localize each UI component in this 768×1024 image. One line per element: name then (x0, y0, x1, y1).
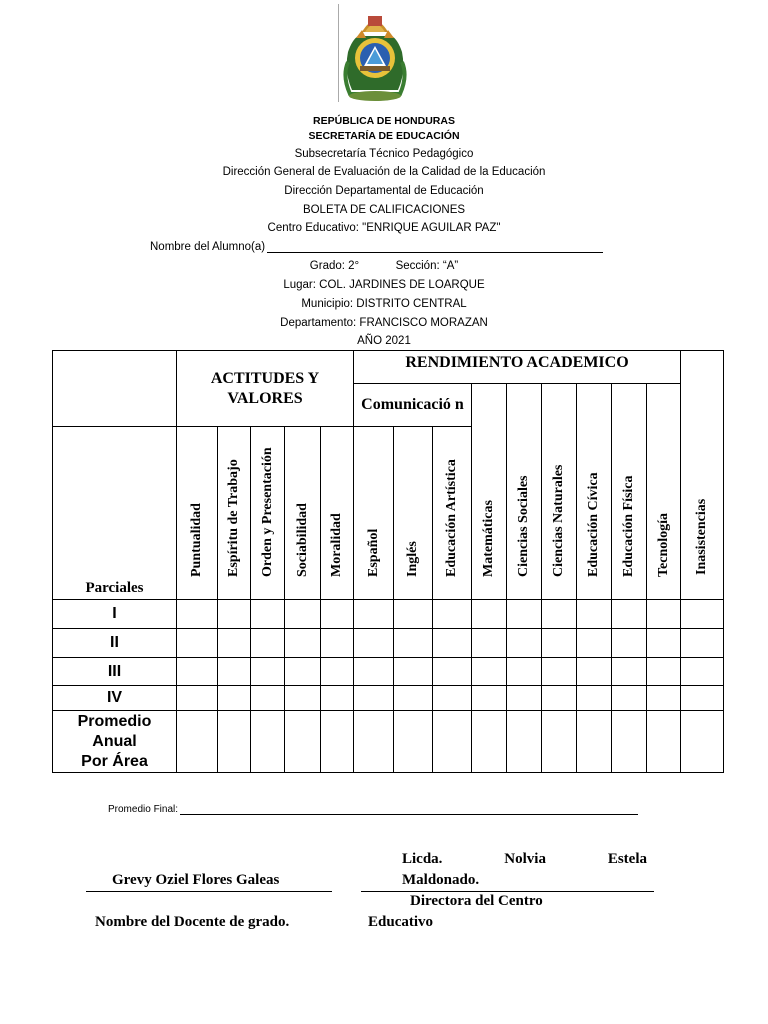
student-name-label: Nombre del Alumno(a) (150, 241, 266, 253)
table-row-average (53, 711, 724, 773)
header-subsecretariat: Subsecretaría Técnico Pedagógico (294, 148, 474, 160)
place-label: Lugar: COL. JARDINES DE LOARQUE (283, 279, 485, 291)
header-republic: REPÚBLICA DE HONDURAS (313, 115, 455, 127)
grade-cell[interactable] (394, 658, 433, 686)
average-row-label (53, 711, 177, 773)
municipality-label: Municipio: DISTRITO CENTRAL (301, 298, 467, 310)
grade-cell[interactable] (612, 629, 647, 658)
table-row (53, 686, 724, 711)
director-role-line2: Educativo (368, 914, 434, 930)
col-subject (647, 384, 681, 600)
col-subject (612, 384, 647, 600)
grade-cell[interactable] (472, 686, 507, 711)
academic-group-header: RENDIMIENTO ACADEMICO (354, 351, 681, 384)
grade-cell[interactable] (472, 711, 507, 773)
director-name-line1 (402, 851, 647, 868)
grade-cell[interactable] (285, 686, 321, 711)
grade-cell[interactable] (285, 629, 321, 658)
grade-cell[interactable] (218, 629, 251, 658)
grade-cell[interactable] (285, 711, 321, 773)
col-subject (472, 384, 507, 600)
grade-cell[interactable] (647, 711, 681, 773)
col-attitude (285, 427, 321, 600)
document-title: BOLETA DE CALIFICACIONES (302, 204, 466, 216)
grade-cell[interactable] (542, 600, 577, 629)
grade-cell[interactable] (612, 658, 647, 686)
grade-cell[interactable] (647, 686, 681, 711)
header-secretariat: SECRETARÍA DE EDUCACIÓN (308, 130, 460, 142)
director-title: Licda. (402, 851, 443, 867)
grade-cell[interactable] (433, 658, 472, 686)
grade-cell[interactable] (394, 629, 433, 658)
corner-cell (53, 351, 177, 427)
teacher-signature-line (86, 891, 332, 892)
grade-cell[interactable] (647, 629, 681, 658)
col-subject (542, 384, 577, 600)
attitudes-group-header (177, 351, 354, 427)
grade-cell[interactable] (647, 658, 681, 686)
grade-cell[interactable] (681, 711, 724, 773)
col-communication-label: Educación Artística (444, 459, 459, 577)
grade-cell[interactable] (433, 629, 472, 658)
col-absences (681, 351, 724, 600)
grade-cell[interactable] (433, 711, 472, 773)
grade-cell[interactable] (433, 686, 472, 711)
grade-cell[interactable] (394, 711, 433, 773)
grade-cell[interactable] (218, 658, 251, 686)
col-subject-label: Educación Física (621, 475, 636, 577)
col-attitude-label: Moralidad (329, 513, 344, 577)
table-row (53, 658, 724, 686)
col-communication-label: Inglés (405, 541, 420, 577)
grade-cell[interactable] (218, 711, 251, 773)
grade-cell[interactable] (542, 629, 577, 658)
grade-cell[interactable] (577, 600, 612, 629)
average-row-label-line: Promedio (77, 712, 152, 730)
grade-cell[interactable] (542, 711, 577, 773)
teacher-name: Grevy Oziel Flores Galeas (112, 872, 280, 888)
grade-cell[interactable] (177, 711, 218, 773)
director-role-line1: Directora del Centro (410, 893, 543, 909)
table-row (53, 629, 724, 658)
grade-cell[interactable] (681, 686, 724, 711)
final-average-field[interactable] (108, 804, 638, 815)
col-attitude-label: Sociabilidad (294, 503, 310, 577)
col-attitude (218, 427, 251, 600)
grade-cell[interactable] (472, 658, 507, 686)
table-row (53, 600, 724, 629)
header-direction-general: Dirección General de Evaluación de la Calidad de la Educación (222, 166, 546, 178)
grade-cell[interactable] (577, 658, 612, 686)
grade-cell[interactable] (612, 600, 647, 629)
col-communication (433, 427, 472, 600)
grade-cell[interactable] (177, 686, 218, 711)
grade-cell[interactable] (285, 658, 321, 686)
col-attitude (321, 427, 354, 600)
grade-cell[interactable] (647, 600, 681, 629)
grade-cell[interactable] (507, 711, 542, 773)
grade-cell[interactable] (507, 686, 542, 711)
col-attitude (251, 427, 285, 600)
grade-cell[interactable] (354, 629, 394, 658)
grade-cell[interactable] (681, 629, 724, 658)
communication-group-header (354, 384, 472, 427)
director-first-name: Nolvia (504, 851, 546, 867)
header-direction-departmental: Dirección Departamental de Educación (284, 185, 484, 197)
col-subject-label: Tecnología (655, 512, 671, 577)
grade-cell[interactable] (507, 658, 542, 686)
grade-cell[interactable] (612, 711, 647, 773)
grade-cell[interactable] (251, 686, 285, 711)
grade-cell[interactable] (577, 686, 612, 711)
col-subject-label: Ciencias Sociales (516, 475, 531, 577)
student-name-field[interactable] (150, 240, 603, 253)
col-attitude-label: Puntualidad (189, 503, 204, 577)
school-name: Centro Educativo: "ENRIQUE AGUILAR PAZ" (267, 222, 501, 234)
grade-cell[interactable] (321, 629, 354, 658)
grade-section-line (0, 259, 768, 273)
grade-cell[interactable] (472, 600, 507, 629)
col-subject-label: Ciencias Naturales (551, 464, 566, 577)
grade-cell[interactable] (507, 600, 542, 629)
student-name-blank[interactable] (267, 240, 603, 253)
department-label: Departamento: FRANCISCO MORAZAN (280, 317, 488, 329)
grade-cell[interactable] (321, 658, 354, 686)
grade-cell[interactable] (577, 711, 612, 773)
grade-cell[interactable] (681, 600, 724, 629)
final-average-label: Promedio Final: (108, 804, 179, 815)
honduras-coat-of-arms (338, 2, 412, 102)
grade-cell[interactable] (321, 600, 354, 629)
grade-cell[interactable] (321, 711, 354, 773)
col-absences-label: Inasistencias (694, 498, 709, 575)
communication-group-label: Comunicació n (361, 396, 464, 413)
grade-cell[interactable] (321, 686, 354, 711)
grade-cell[interactable] (681, 658, 724, 686)
grade-cell[interactable] (218, 686, 251, 711)
director-middle-name: Estela (607, 851, 647, 867)
final-average-blank[interactable] (180, 804, 638, 815)
grade-cell[interactable] (251, 711, 285, 773)
grade-label: Grado: 2° (309, 260, 360, 272)
row-label: III (53, 658, 177, 686)
grade-cell[interactable] (285, 600, 321, 629)
grade-cell[interactable] (354, 711, 394, 773)
col-communication (354, 427, 394, 600)
grades-table (52, 350, 724, 773)
row-label: IV (53, 686, 177, 711)
grade-cell[interactable] (542, 658, 577, 686)
grade-cell[interactable] (177, 629, 218, 658)
grade-cell[interactable] (542, 686, 577, 711)
grade-cell[interactable] (354, 658, 394, 686)
col-subject-label: Educación Cívica (586, 472, 601, 577)
grade-cell[interactable] (433, 600, 472, 629)
grade-cell[interactable] (218, 600, 251, 629)
director-signature-line (361, 891, 654, 892)
grade-cell[interactable] (577, 629, 612, 658)
grade-cell[interactable] (612, 686, 647, 711)
grade-cell[interactable] (354, 600, 394, 629)
row-label: I (53, 600, 177, 629)
col-attitude-label: Espíritu de Trabajo (226, 459, 241, 577)
grade-cell[interactable] (472, 629, 507, 658)
grade-cell[interactable] (354, 686, 394, 711)
section-label: Sección: “A” (395, 260, 459, 272)
grade-cell[interactable] (251, 629, 285, 658)
grade-cell[interactable] (394, 600, 433, 629)
grade-cell[interactable] (251, 658, 285, 686)
parciales-label: Parciales (53, 427, 177, 600)
col-subject (507, 384, 542, 600)
grade-cell[interactable] (251, 600, 285, 629)
attitudes-group-label: ACTITUDES Y VALORES (210, 369, 320, 407)
year-label: AÑO 2021 (357, 335, 411, 347)
row-label: II (53, 629, 177, 658)
director-last-name: Maldonado. (402, 872, 480, 888)
col-attitude (177, 427, 218, 600)
col-subject-label: Matemáticas (481, 500, 496, 577)
col-attitude-label: Orden y Presentación (259, 447, 275, 577)
average-row-label-line: Anual (92, 732, 137, 750)
grade-cell[interactable] (507, 629, 542, 658)
col-communication (394, 427, 433, 600)
grade-cell[interactable] (394, 686, 433, 711)
grade-cell[interactable] (177, 600, 218, 629)
grade-cell[interactable] (177, 658, 218, 686)
average-row-label-line: Por Área (81, 752, 148, 770)
col-communication-label: Español (365, 528, 381, 577)
col-subject (577, 384, 612, 600)
teacher-role: Nombre del Docente de grado. (95, 914, 290, 930)
